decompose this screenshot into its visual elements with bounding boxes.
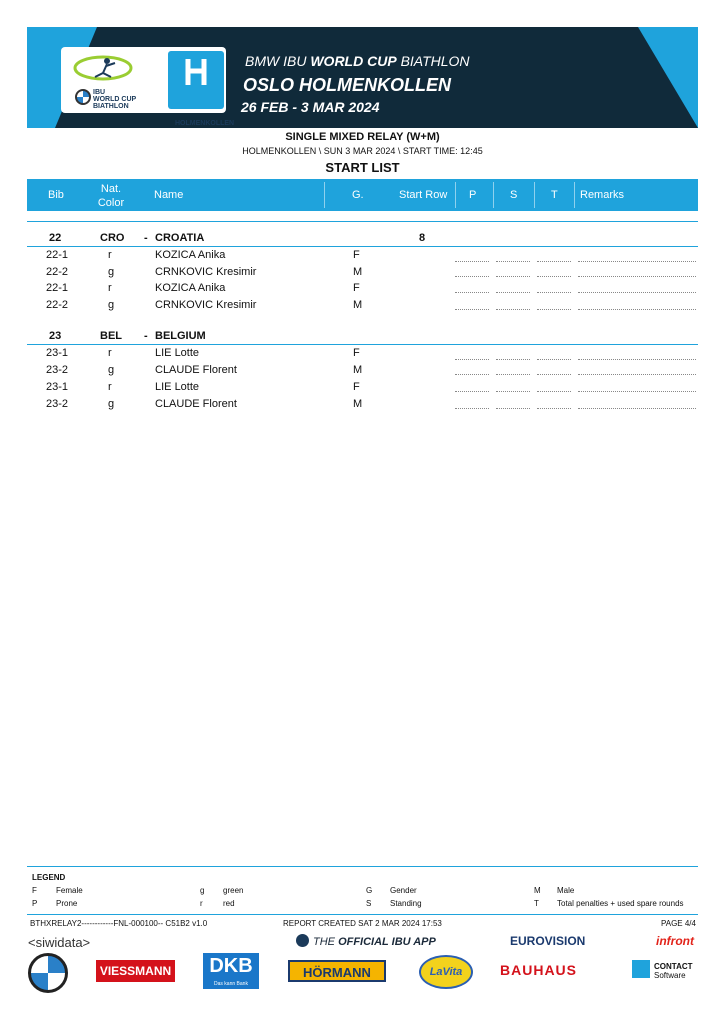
team-row [27, 230, 698, 246]
p-field [455, 408, 489, 409]
ibu-app-icon [296, 934, 309, 947]
ibu-app-logo: THE OFFICIAL IBU APP [296, 934, 436, 948]
legend-value: Total penalties + used spare rounds [557, 899, 684, 908]
race-title: SINGLE MIXED RELAY (W+M) [285, 131, 440, 143]
t-field [537, 359, 571, 360]
race-subtitle: HOLMENKOLLEN \ SUN 3 MAR 2024 \ START TIME: 12:45 [242, 146, 483, 156]
team-nat: CRO [100, 232, 125, 244]
eurovision-logo: EUROVISION [510, 934, 586, 948]
divider [27, 221, 698, 222]
team-start-row: 8 [419, 232, 426, 244]
athlete-gender: F [353, 282, 360, 294]
p-field [455, 359, 489, 360]
remarks-field [578, 391, 696, 392]
banner-stripe-right [638, 27, 698, 128]
col-s: S [510, 189, 518, 201]
legend-key: F [32, 886, 37, 895]
report-created: REPORT CREATED SAT 2 MAR 2024 17:53 [283, 919, 442, 928]
bmw-mini-icon [75, 89, 91, 105]
athlete-gender: F [353, 249, 360, 261]
athlete-bib: 23-2 [46, 364, 69, 376]
event-name: BMW IBU WORLD CUP BIATHLON [245, 53, 470, 69]
s-field [496, 359, 530, 360]
legend-value: Male [557, 886, 575, 895]
col-p: P [469, 189, 477, 201]
logo-wc-text: IBU WORLD CUP BIATHLON [93, 89, 137, 110]
t-field [537, 408, 571, 409]
contact-icon [632, 960, 650, 978]
t-field [537, 292, 571, 293]
p-field [455, 276, 489, 277]
athlete-row [27, 396, 698, 413]
team-bib: 23 [49, 330, 62, 342]
athlete-row [27, 297, 698, 314]
holmenkollen-logo [168, 51, 224, 109]
athlete-name: LIE Lotte [155, 347, 200, 359]
col-start-row: Start Row [399, 189, 448, 201]
remarks-field [578, 292, 696, 293]
dkb-logo: DKB Das kann Bank [203, 953, 259, 989]
legend-key: g [200, 886, 205, 895]
report-code: BTHXRELAY2------------FNL-000100-- C51B2 v1.0 [30, 919, 208, 928]
athlete-name: CLAUDE Florent [155, 364, 237, 376]
bauhaus-logo: BAUHAUS [500, 962, 577, 978]
athlete-color: r [108, 381, 112, 393]
holmenkollen-label: HOLMENKOLLEN [175, 120, 235, 127]
col-gender: G. [352, 189, 364, 201]
bmw-logo-icon [28, 953, 68, 993]
athlete-name: CRNKOVIC Kresimir [155, 299, 257, 311]
hormann-logo: HÖRMANN [288, 960, 386, 982]
s-field [496, 408, 530, 409]
team-dash: - [144, 232, 148, 244]
legend-value: red [223, 899, 235, 908]
col-nat-color: Nat. Color [97, 183, 125, 209]
athlete-color: r [108, 249, 112, 261]
col-name: Name [154, 189, 184, 201]
t-field [537, 391, 571, 392]
legend-value: Female [56, 886, 83, 895]
s-field [496, 309, 530, 310]
athlete-gender: M [353, 266, 363, 278]
athlete-color: g [108, 398, 115, 410]
event-logo [61, 47, 235, 127]
athlete-gender: M [353, 299, 363, 311]
viessmann-logo: VIESSMANN [96, 960, 175, 982]
col-bib: Bib [48, 189, 64, 201]
lavita-logo: LaVita [419, 955, 473, 989]
athlete-gender: F [353, 347, 360, 359]
s-field [496, 276, 530, 277]
event-banner [27, 27, 698, 128]
s-field [496, 374, 530, 375]
legend-key: r [200, 899, 203, 908]
col-separator [455, 182, 456, 208]
remarks-field [578, 359, 696, 360]
athlete-bib: 22-2 [46, 266, 69, 278]
s-field [496, 391, 530, 392]
t-field [537, 374, 571, 375]
p-field [455, 309, 489, 310]
legend-key: M [534, 886, 541, 895]
athlete-color: g [108, 266, 115, 278]
event-dates: 26 FEB - 3 MAR 2024 [241, 99, 380, 115]
team-name: CROATIA [155, 232, 205, 244]
athlete-bib: 23-1 [46, 347, 69, 359]
team-name: BELGIUM [155, 330, 206, 342]
team-nat: BEL [100, 330, 122, 342]
legend-key: P [32, 899, 38, 908]
athlete-row [27, 264, 698, 281]
venue-title: OSLO HOLMENKOLLEN [243, 75, 451, 95]
legend-value: Standing [390, 899, 422, 908]
athlete-row [27, 362, 698, 379]
remarks-field [578, 276, 696, 277]
list-title: START LIST [325, 160, 400, 175]
table-header [27, 179, 698, 211]
athlete-color: g [108, 299, 115, 311]
team-dash: - [144, 330, 148, 342]
legend-divider [27, 866, 698, 867]
remarks-field [578, 408, 696, 409]
col-remarks: Remarks [580, 189, 625, 201]
remarks-field [578, 309, 696, 310]
athlete-bib: 22-2 [46, 299, 69, 311]
team-bib: 22 [49, 232, 62, 244]
t-field [537, 309, 571, 310]
p-field [455, 292, 489, 293]
athlete-name: LIE Lotte [155, 381, 200, 393]
legend-title: LEGEND [32, 873, 66, 882]
athlete-name: CRNKOVIC Kresimir [155, 266, 257, 278]
legend-key: G [366, 886, 373, 895]
athlete-bib: 23-2 [46, 398, 69, 410]
athlete-color: g [108, 364, 115, 376]
infront-logo: infront [656, 934, 694, 948]
footer-divider [27, 914, 698, 915]
p-field [455, 391, 489, 392]
team-row [27, 328, 698, 344]
athlete-color: r [108, 282, 112, 294]
athlete-gender: M [353, 398, 363, 410]
t-field [537, 261, 571, 262]
athlete-bib: 23-1 [46, 381, 69, 393]
legend-value: green [223, 886, 244, 895]
athlete-name: KOZICA Anika [155, 249, 226, 261]
col-separator [493, 182, 494, 208]
athlete-row [27, 280, 698, 297]
siwidata-logo: <siwidata> [28, 935, 91, 950]
col-separator [534, 182, 535, 208]
legend-key: S [366, 899, 372, 908]
col-t: T [551, 189, 558, 201]
athlete-color: r [108, 347, 112, 359]
athlete-name: KOZICA Anika [155, 282, 226, 294]
legend-value: Gender [390, 886, 417, 895]
remarks-field [578, 374, 696, 375]
remarks-field [578, 261, 696, 262]
p-field [455, 261, 489, 262]
athlete-name: CLAUDE Florent [155, 398, 237, 410]
legend-value: Prone [56, 899, 78, 908]
s-field [496, 261, 530, 262]
s-field [496, 292, 530, 293]
holmenkollen-h-icon [182, 57, 210, 87]
t-field [537, 276, 571, 277]
legend-key: T [534, 899, 539, 908]
athlete-bib: 22-1 [46, 249, 69, 261]
p-field [455, 374, 489, 375]
biathlon-logo-icon [73, 53, 141, 83]
athlete-gender: F [353, 381, 360, 393]
page-number: PAGE 4/4 [661, 919, 696, 928]
athlete-gender: M [353, 364, 363, 376]
col-separator [574, 182, 575, 208]
col-separator [324, 182, 325, 208]
athlete-bib: 22-1 [46, 282, 69, 294]
athlete-row [27, 379, 698, 396]
